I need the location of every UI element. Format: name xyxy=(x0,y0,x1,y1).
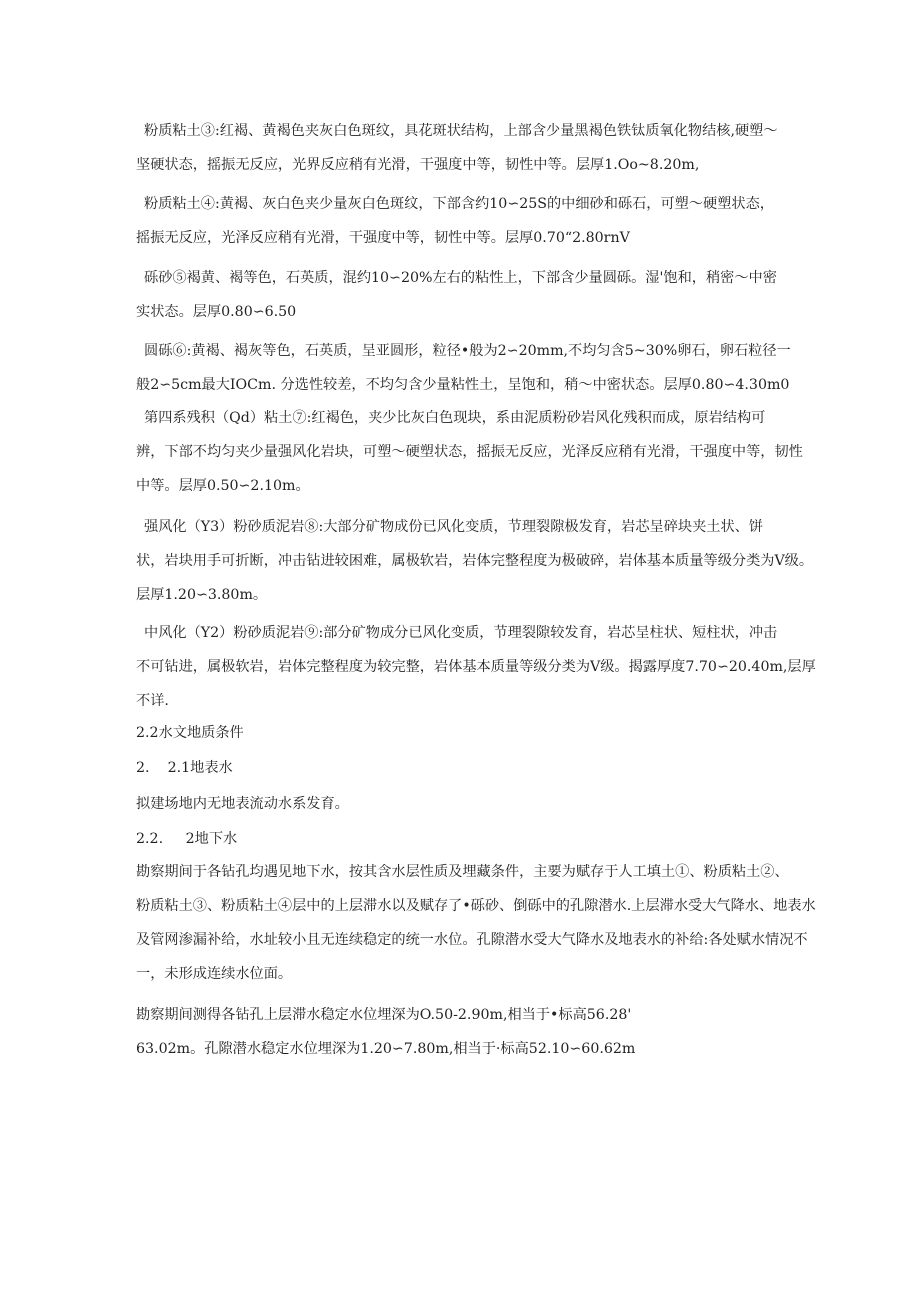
paragraph-surface-water xyxy=(136,787,848,821)
section-heading: 2. 2.1地表水 xyxy=(136,760,233,776)
text-line: 层厚1.20∽3.80m。 xyxy=(136,587,268,603)
paragraph-gravel-sand-5 xyxy=(136,261,848,329)
text-line: 及管网渗漏补给，水址较小且无连续稳定的统一水位。孔隙潜水受大气降水及地表水的补给:各处赋水情况不 xyxy=(136,932,808,948)
text-line: 强风化（Y3）粉砂质泥岩⑧:大部分矿物成份已风化变质，节理裂隙极发育，岩芯呈碎块夹土状、饼 xyxy=(144,519,764,535)
paragraph-strongly-weathered-8 xyxy=(136,510,848,612)
text-line: 第四系残积（Qd）粘土⑦:红褐色，夹少比灰白色现块，系由泥质粉砂岩风化残积而成，原岩结构可 xyxy=(144,410,766,426)
heading-hydrogeology xyxy=(136,716,848,750)
text-line: 不可钻进，属极软岩，岩体完整程度为较完整，岩体基本质量等级分类为V级。揭露厚度7.70∽20.40m,层厚 xyxy=(136,659,816,675)
text-line: 粉质粘土③、粉质粘土④层中的上层滞水以及赋存了•砾砂、倒砾中的孔隙潜水.上层滞水受大气降水、地表水 xyxy=(136,898,816,914)
heading-surface-water xyxy=(136,751,848,785)
section-heading: 2.2. 2地下水 xyxy=(136,831,238,847)
heading-groundwater xyxy=(136,822,848,856)
paragraph-silty-clay-3 xyxy=(136,114,848,182)
paragraph-water-levels xyxy=(136,998,848,1066)
paragraph-silty-clay-4 xyxy=(136,187,848,255)
text-line: 圆砾⑥:黄褐、褐灰等色，石英质，呈亚圆形，粒径•般为2∽20mm,不均匀含5~30%卵石，卵石粒径一 xyxy=(144,343,791,359)
paragraph-groundwater xyxy=(136,855,848,991)
text-line: 般2∽5cm最大IOCm. 分选性较差，不均匀含少量粘性土，呈饱和，稍～中密状态。层厚0.80∽4.30m0 xyxy=(136,377,790,393)
text-line: 63.02m。孔隙潜水稳定水位埋深为1.20∽7.80m,相当于·标高52.10∽60.62m xyxy=(136,1041,636,1057)
text-line: 拟建场地内无地表流动水系发育。 xyxy=(136,796,349,812)
text-line: 辨，下部不均匀夹少量强风化岩块，可塑～硬塑状态，摇振无反应，光泽反应稍有光滑，干强度中等，韧性 xyxy=(136,444,803,460)
text-line: 中风化（Y2）粉砂质泥岩⑨:部分矿物成分已风化变质，节理裂隙较发育，岩芯呈柱状、短柱状，冲击 xyxy=(144,625,778,641)
text-line: 粉质粘土④:黄褐、灰白色夹少量灰白色斑纹，下部含约10∽25S的中细砂和砾石，可塑～硬塑状态， xyxy=(144,196,774,212)
text-line: 不详. xyxy=(136,693,169,709)
text-line: 一，未形成连续水位面。 xyxy=(136,966,293,982)
text-line: 摇振无反应，光泽反应稍有光滑，干强度中等，韧性中等。层厚0.70“2.80rnV xyxy=(136,230,630,246)
text-line: 实状态。层厚0.80∽6.50 xyxy=(136,304,297,320)
text-line: 中等。层厚0.50∽2.10m。 xyxy=(136,478,310,494)
text-line: 勘察期间于各钻孔均遇见地下水，按其含水层性质及埋藏条件，主要为赋存于人工填土①、粉质粘土②、 xyxy=(136,864,789,880)
paragraph-round-gravel-6 xyxy=(136,334,848,402)
paragraph-residual-clay-7 xyxy=(136,401,848,503)
text-line: 砾砂⑤褐黄、褐等色，石英质，混约10∽20%左右的粘性上，下部含少量圆砾。湿'饱和，稍密～中密 xyxy=(144,270,777,286)
text-line: 坚硬状态，摇振无反应，光界反应稍有光滑，干强度中等，韧性中等。层厚1.Oo~8.20m, xyxy=(136,157,700,173)
text-line: 勘察期间测得各钻孔上层滞水稳定水位埋深为O.50-2.90m,相当于•标高56.28' xyxy=(136,1007,632,1023)
text-line: 状，岩块用手可折断，冲击钻进较困难，属极软岩，岩体完整程度为极破碎，岩体基本质量等级分类为V级。 xyxy=(136,553,814,569)
paragraph-moderately-weathered-9 xyxy=(136,616,848,718)
text-line: 粉质粘土③:红褐、黄褐色夹灰白色斑纹，具花斑状结构，上部含少量黑褐色铁钛质氧化物结核,硬塑～ xyxy=(144,123,778,139)
section-heading: 2.2水文地质条件 xyxy=(136,725,244,741)
